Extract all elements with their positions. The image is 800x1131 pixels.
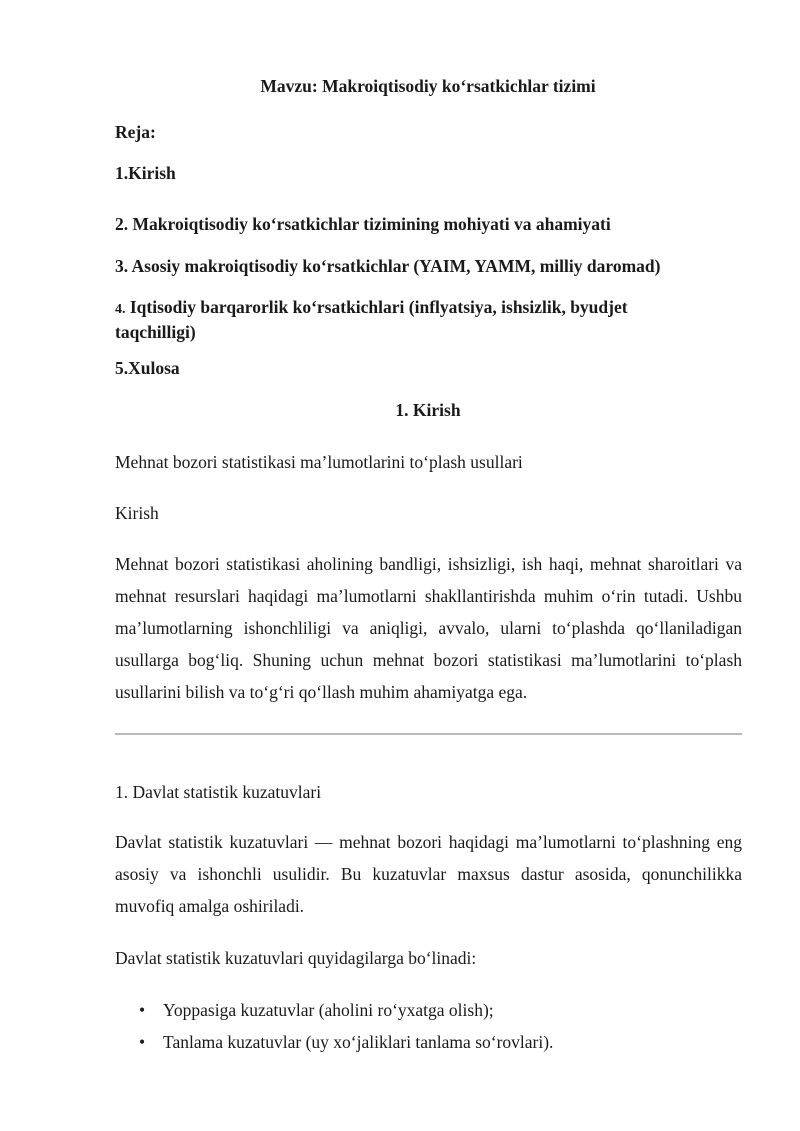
- bullet-icon: •: [139, 1000, 146, 1020]
- plan-item-3: 3. Asosiy makroiqtisodiy ko‘rsatkichlar (YAIM, YAMM, milliy daromad): [115, 256, 661, 276]
- plan-item-1: 1.Kirish: [115, 163, 176, 183]
- plan-item-4: 4. Iqtisodiy barqarorlik ko‘rsatkichlari (inflyatsiya, ishsizlik, byudjet taqchilligi): [115, 297, 628, 342]
- subsection-heading: 1. Davlat statistik kuzatuvlari: [115, 782, 322, 802]
- document-title: Mavzu: Makroiqtisodiy ko‘rsatkichlar tizimi: [260, 76, 596, 96]
- bullet-icon: •: [139, 1032, 146, 1052]
- intro-label: Kirish: [115, 503, 159, 523]
- division-intro: Davlat statistik kuzatuvlari quyidagilarga bo‘linadi:: [115, 948, 477, 968]
- intro-paragraph: Mehnat bozori statistikasi aholining bandligi, ishsizligi, ish haqi, mehnat sharoitlari va mehnat resurslari haqidagi ma’lumotlarni shakllantirishda muhim o‘rin tutadi. Ushbu ma’lumotlarning ishonchliligi va aniqligi, avvalo, ularni to‘plashda qo‘llaniladigan usullarga bog‘liq. Shuning uchun mehnat bozori statistikasi ma’lumotlarini to‘plash usullarini bilish va to‘g‘ri qo‘llash muhim ahamiyatga ega.: [115, 554, 742, 702]
- plan-item-2: 2. Makroiqtisodiy ko‘rsatkichlar tizimining mohiyati va ahamiyati: [115, 214, 611, 234]
- subsection-paragraph: Davlat statistik kuzatuvlari — mehnat bozori haqidagi ma’lumotlarni to‘plashning eng asosiy va ishonchli usulidir. Bu kuzatuvlar maxsus dastur asosida, qonunchilikka muvofiq amalga oshiriladi.: [115, 832, 742, 916]
- section-subtitle: Mehnat bozori statistikasi ma’lumotlarini to‘plash usullari: [115, 452, 523, 472]
- list-item: • Tanlama kuzatuvlar (uy xo‘jaliklari tanlama so‘rovlari).: [139, 1032, 554, 1052]
- bullet-list: [115, 998, 553, 1062]
- plan-label: Reja:: [115, 122, 156, 142]
- section-heading: 1. Kirish: [395, 400, 461, 420]
- plan-item-5: 5.Xulosa: [115, 358, 180, 378]
- horizontal-divider: [115, 733, 742, 735]
- list-item: • Yoppasiga kuzatuvlar (aholini ro‘yxatga olish);: [139, 1000, 494, 1020]
